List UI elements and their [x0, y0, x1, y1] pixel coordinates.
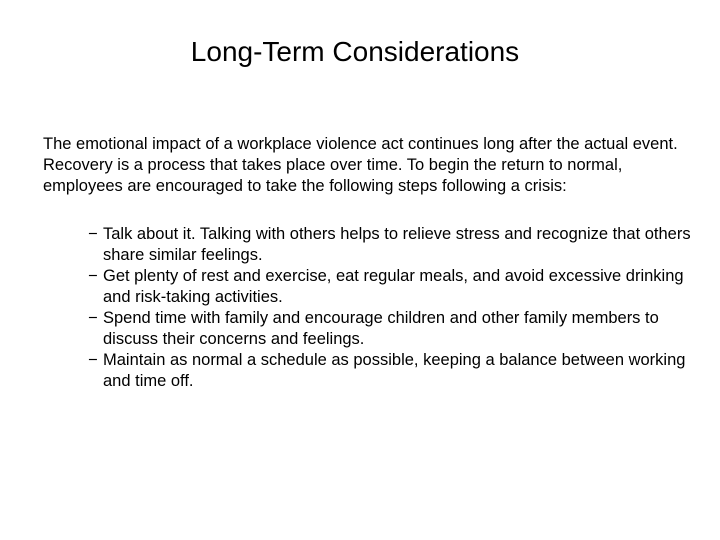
dash-bullet-icon: −	[88, 225, 98, 243]
list-item-text: Talk about it. Talking with others helps to relieve stress and recognize that others share similar feelings.	[103, 225, 691, 264]
dash-bullet-icon: −	[88, 351, 98, 369]
list-item	[88, 224, 708, 266]
dash-bullet-icon: −	[88, 309, 98, 327]
dash-bullet-icon: −	[88, 267, 98, 285]
list-item	[88, 308, 708, 350]
list-item-text: Get plenty of rest and exercise, eat regular meals, and avoid excessive drinking and risk-taking activities.	[103, 267, 684, 306]
slide-title: Long-Term Considerations	[190, 36, 520, 67]
list-item-text: Spend time with family and encourage children and other family members to discuss their concerns and feelings.	[103, 309, 659, 348]
list-item	[88, 350, 708, 392]
steps-list	[88, 224, 708, 392]
list-item	[88, 266, 708, 308]
intro-paragraph: The emotional impact of a workplace violence act continues long after the actual event. Recovery is a process that takes place over time. To begin the return to normal, employees are encouraged to take the following steps following a crisis:	[43, 135, 678, 195]
list-item-text: Maintain as normal a schedule as possible, keeping a balance between working and time off.	[103, 351, 686, 390]
